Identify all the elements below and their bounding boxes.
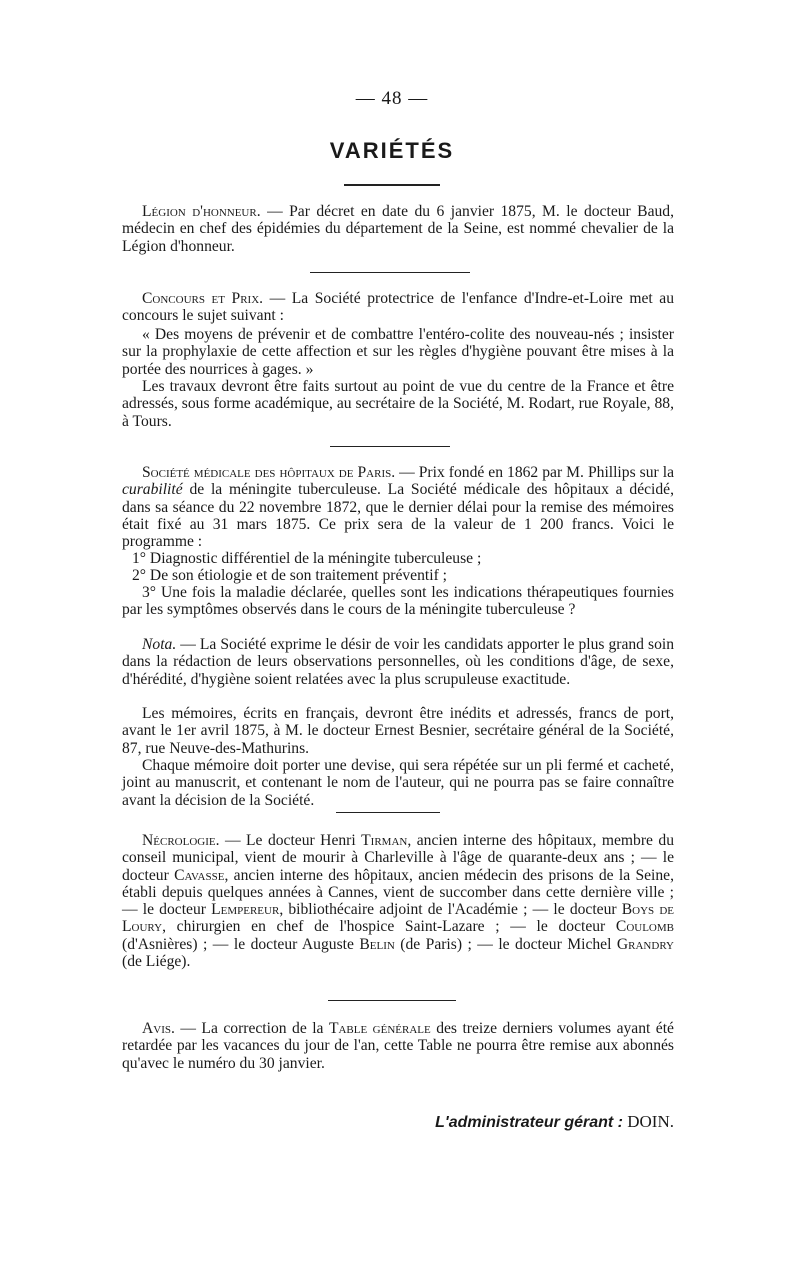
- avis-table: Table générale: [328, 1020, 431, 1037]
- memoires-paragraph: Les mémoires, écrits en français, devront être inédits et adressés, francs de port, avant le 1er avril 1875, à M. le docteur Ernest Besnier, secrétaire général de la Société, 87, rue Neuve-des-Mathurins.: [122, 705, 674, 757]
- necrologie-text-7: (de Paris) ; — le docteur Michel: [394, 935, 617, 953]
- societe-heading: Société médicale des hôpitaux de Paris.: [142, 464, 396, 481]
- nota-text: — La Société exprime le désir de voir les candidats apporter le plus grand soin dans la rédaction de leurs observations personnelles, où les conditions d'âge, de sexe, d'hérédité, d'hygiène soient relatées avec la plus scrupuleuse exactitude.: [122, 636, 674, 688]
- name-belin: Belin: [359, 935, 395, 953]
- page-number: — 48 —: [355, 88, 429, 109]
- necrologie-text-6: (d'Asnières) ; — le docteur Auguste: [122, 935, 360, 953]
- avis-text-2: des treize derniers volumes ayant été retardée par les vacances du jour de l'an, cette Table ne pourra être remise aux abonnés qu'avec le numéro du 30 janvier.: [122, 1020, 674, 1072]
- legion-heading: Légion d'honneur.: [142, 203, 261, 220]
- concours-heading: Concours et Prix.: [142, 290, 264, 307]
- avis-heading: Avis.: [142, 1020, 175, 1037]
- section-title: VARIÉTÉS: [329, 138, 455, 163]
- programme-item-1: 1° Diagnostic différentiel de la méningite tuberculeuse ;: [132, 550, 482, 567]
- signature-label: L'administrateur gérant :: [435, 1114, 623, 1131]
- nota-paragraph: [122, 636, 674, 688]
- name-coulomb: Coulomb: [615, 918, 674, 936]
- title-rule: [344, 184, 440, 186]
- societe-curabilite: curabilité: [122, 481, 183, 499]
- necrologie-text-8: (de Liége).: [122, 953, 191, 971]
- divider-1: [310, 272, 470, 273]
- devise-paragraph: Chaque mémoire doit porter une devise, qui sera répétée sur un pli fermé et cacheté, joint au manuscrit, et contenant le nom de l'auteur, qui ne pourra pas se faire connaître avant la décision de la Société.: [122, 757, 674, 809]
- necrologie-text-4: , bibliothécaire adjoint de l'Académie ; — le docteur: [279, 901, 622, 919]
- name-cavasse: Cavasse: [174, 866, 225, 884]
- necrologie-heading: Nécrologie.: [142, 832, 220, 849]
- avis-text-1: — La correction de la: [174, 1020, 329, 1037]
- concours-conditions: Les travaux devront être faits surtout au point de vue du centre de la France et être adressés, sous forme académique, au secrétaire de la Société, M. Rodart, rue Royale, 88, à Tours.: [122, 378, 674, 430]
- concours-quote: « Des moyens de prévenir et de combattre l'entéro-colite des nouveau-nés ; insister sur la prophylaxie de cette affection et sur les règles d'hygiène pouvant être mises à la portée des nourrices à gages. »: [122, 326, 674, 378]
- societe-text-a: — Prix fondé en 1862 par M. Phillips sur la: [395, 464, 674, 481]
- signature: [122, 1112, 674, 1132]
- programme-item-3: 3° Une fois la maladie déclarée, quelles sont les indications thérapeutiques fournies par les symptômes observés dans le cours de la méningite tuberculeuse ?: [122, 584, 674, 619]
- name-boys-de-loury: Boys de Loury: [122, 901, 674, 936]
- societe-text-b: de la méningite tuberculeuse. La Société médicale des hôpitaux a décidé, dans sa séance du 22 novembre 1872, que le dernier délai pour la remise des mémoires était fixé au 31 mars 1875. Ce prix sera de la valeur de 1 200 francs. Voici le programme :: [122, 481, 674, 551]
- name-lempereur: Lempereur: [211, 901, 280, 919]
- nota-label: Nota.: [142, 636, 177, 653]
- necrologie-paragraph: [122, 832, 674, 970]
- divider-4: [328, 1000, 456, 1001]
- concours-paragraph: [122, 290, 674, 325]
- legion-text: — Par décret en date du 6 janvier 1875, M. le docteur Baud, médecin en chef des épidémies du département de la Seine, est nommé chevalier de la Légion d'honneur.: [122, 203, 674, 255]
- concours-text: — La Société protectrice de l'enfance d'Indre-et-Loire met au concours le sujet suivant :: [122, 290, 675, 325]
- divider-2: [330, 446, 450, 447]
- societe-paragraph: [122, 464, 674, 550]
- divider-3: [336, 812, 440, 813]
- name-grandry: Grandry: [616, 935, 674, 953]
- necrologie-text-2: , ancien interne des hôpitaux, membre du conseil municipal, vient de mourir à Charleville à l'âge de quarante-deux ans ; — le docteur: [122, 832, 674, 884]
- programme-item-2: 2° De son étiologie et de son traitement préventif ;: [132, 567, 447, 584]
- avis-paragraph: [122, 1020, 674, 1072]
- legion-paragraph: [122, 203, 674, 255]
- necrologie-text-1: — Le docteur Henri: [219, 832, 362, 849]
- necrologie-text-3: , ancien interne des hôpitaux, ancien médecin des prisons de la Seine, établi depuis quelques années à Cannes, vient de succomber dans cette dernière ville ; — le docteur: [122, 866, 674, 919]
- name-tirman: Tirman: [361, 832, 408, 849]
- signature-name: DOIN.: [627, 1112, 674, 1131]
- necrologie-text-5: , chirurgien en chef de l'hospice Saint-Lazare ; — le docteur: [162, 918, 616, 936]
